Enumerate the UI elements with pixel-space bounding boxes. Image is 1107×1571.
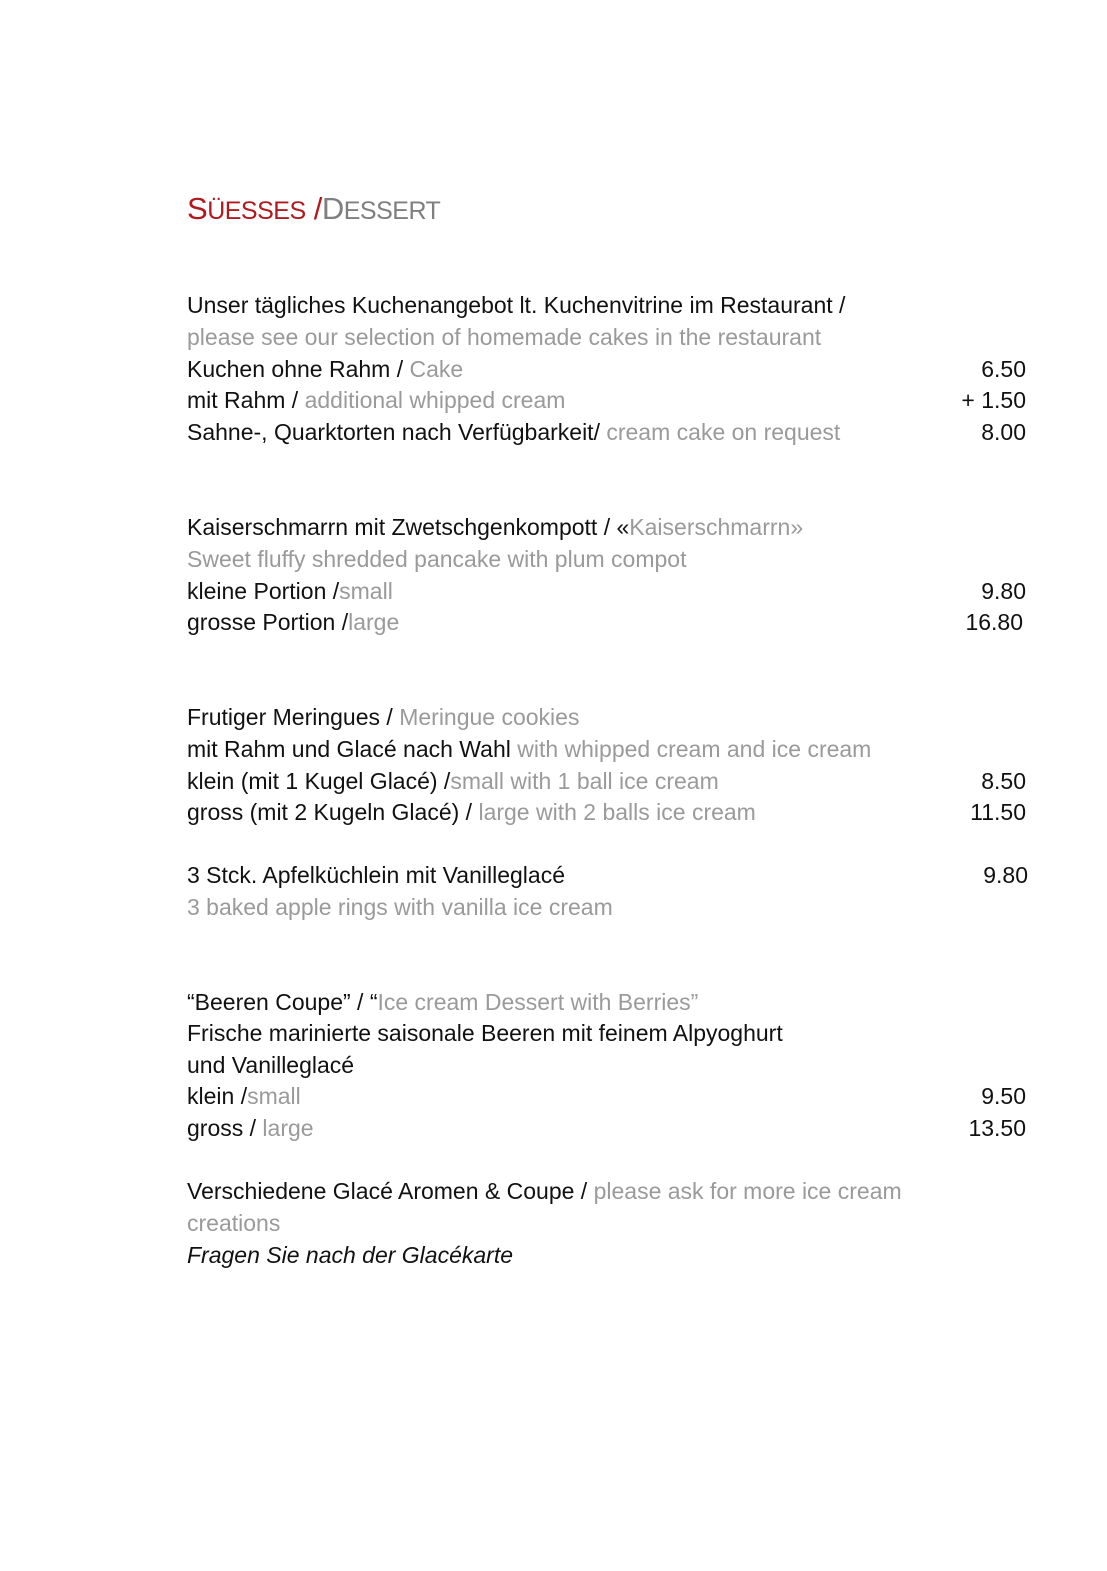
item-name-de: klein (mit 1 Kugel Glacé) / xyxy=(187,768,451,794)
item-price: 8.00 xyxy=(981,419,1026,445)
item-name-de: kleine Portion / xyxy=(187,578,340,604)
glace-heading-continued xyxy=(187,1207,1032,1239)
item-description-en: 3 baked apple rings with vanilla ice cream xyxy=(187,894,613,920)
title-en-initial: D xyxy=(321,191,344,226)
kaiserschmarrn-heading xyxy=(187,511,1032,543)
item-price: 16.80 xyxy=(965,609,1023,635)
item-name-en: cream cake on request xyxy=(606,419,841,445)
coupe-description-line2 xyxy=(187,1049,1032,1081)
menu-item-cake xyxy=(187,353,1032,385)
item-name-en: small xyxy=(247,1083,301,1109)
item-name-de: “Beeren Coupe” / “ xyxy=(187,989,378,1015)
cakes-intro-en xyxy=(187,321,1032,353)
glace-heading xyxy=(187,1175,1032,1207)
item-description-de: und Vanilleglacé xyxy=(187,1052,355,1078)
item-name-de: gross / xyxy=(187,1115,263,1141)
glace-card-note: Fragen Sie nach der Glacékarte xyxy=(187,1242,514,1268)
item-name-en: creations xyxy=(187,1210,281,1236)
menu-item-meringues-large xyxy=(187,796,1032,828)
item-name-en: large xyxy=(262,1115,314,1141)
item-price: 8.50 xyxy=(981,768,1026,794)
item-name-de: Frutiger Meringues / xyxy=(187,704,400,730)
item-name-de: 3 Stck. Apfelküchlein mit Vanilleglacé xyxy=(187,862,565,888)
coupe-description-line1 xyxy=(187,1017,1032,1049)
apple-rings-description xyxy=(187,891,1032,923)
item-description-de: mit Rahm und Glacé nach Wahl xyxy=(187,736,518,762)
item-name-en: small with 1 ball ice cream xyxy=(450,768,719,794)
item-name-en: Kaiserschmarrn» xyxy=(629,514,804,540)
menu-item-coupe-large xyxy=(187,1112,1032,1144)
item-name-en: additional whipped cream xyxy=(304,387,566,413)
item-name-de: Verschiedene Glacé Aromen & Coupe / xyxy=(187,1178,594,1204)
menu-page xyxy=(187,0,1032,1571)
item-name-de: grosse Portion / xyxy=(187,609,349,635)
coupe-heading xyxy=(187,986,1032,1018)
title-slash: / xyxy=(305,191,322,226)
item-name-en: please ask for more ice cream xyxy=(593,1178,902,1204)
item-price: + 1.50 xyxy=(961,387,1026,413)
item-price: 13.50 xyxy=(968,1115,1026,1141)
meringues-heading xyxy=(187,701,1032,733)
item-description-en: Sweet fluffy shredded pancake with plum compot xyxy=(187,546,687,572)
item-name-de: Kaiserschmarrn mit Zwetschgenkompott / « xyxy=(187,514,630,540)
item-name-en: small xyxy=(339,578,393,604)
item-name-de: mit Rahm / xyxy=(187,387,305,413)
menu-item-meringues-small xyxy=(187,765,1032,797)
item-name-en: Meringue cookies xyxy=(399,704,580,730)
glace-note xyxy=(187,1239,1032,1271)
item-name-de: Sahne-, Quarktorten nach Verfügbarkeit/ xyxy=(187,419,607,445)
item-price: 9.80 xyxy=(981,578,1026,604)
item-price: 9.50 xyxy=(981,1083,1026,1109)
item-price: 9.80 xyxy=(983,862,1028,888)
item-name-en: Ice cream Dessert with Berries” xyxy=(377,989,699,1015)
cakes-intro-en-text: please see our selection of homemade cakes in the restaurant xyxy=(187,324,822,350)
item-name-de: gross (mit 2 Kugeln Glacé) / xyxy=(187,799,479,825)
title-de-initial: S xyxy=(187,191,208,226)
item-name-en: large with 2 balls ice cream xyxy=(478,799,756,825)
title-de-rest: ÜESSES xyxy=(207,197,306,225)
menu-item-coupe-small xyxy=(187,1080,1032,1112)
menu-item-kaiserschmarrn-small xyxy=(187,575,1032,607)
item-name-en: Cake xyxy=(409,356,464,382)
kaiserschmarrn-description xyxy=(187,543,1032,575)
menu-item-cream-cake xyxy=(187,416,1032,448)
meringues-subheading xyxy=(187,733,1032,765)
cakes-intro-de xyxy=(187,289,1032,321)
section-title xyxy=(187,193,440,224)
menu-item-kaiserschmarrn-large xyxy=(187,606,1032,638)
cakes-intro-de-text: Unser tägliches Kuchenangebot lt. Kuchenvitrine im Restaurant / xyxy=(187,292,846,318)
menu-item-apple-rings xyxy=(187,859,1032,891)
item-price: 11.50 xyxy=(970,799,1026,825)
menu-item-whipped-cream xyxy=(187,384,1032,416)
item-description-de: Frische marinierte saisonale Beeren mit feinem Alpyoghurt xyxy=(187,1020,783,1046)
item-name-de: klein / xyxy=(187,1083,248,1109)
item-name-en: large xyxy=(348,609,400,635)
item-name-de: Kuchen ohne Rahm / xyxy=(187,356,410,382)
title-en-rest: ESSERT xyxy=(343,197,441,225)
item-description-en: with whipped cream and ice cream xyxy=(517,736,872,762)
item-price: 6.50 xyxy=(981,356,1026,382)
